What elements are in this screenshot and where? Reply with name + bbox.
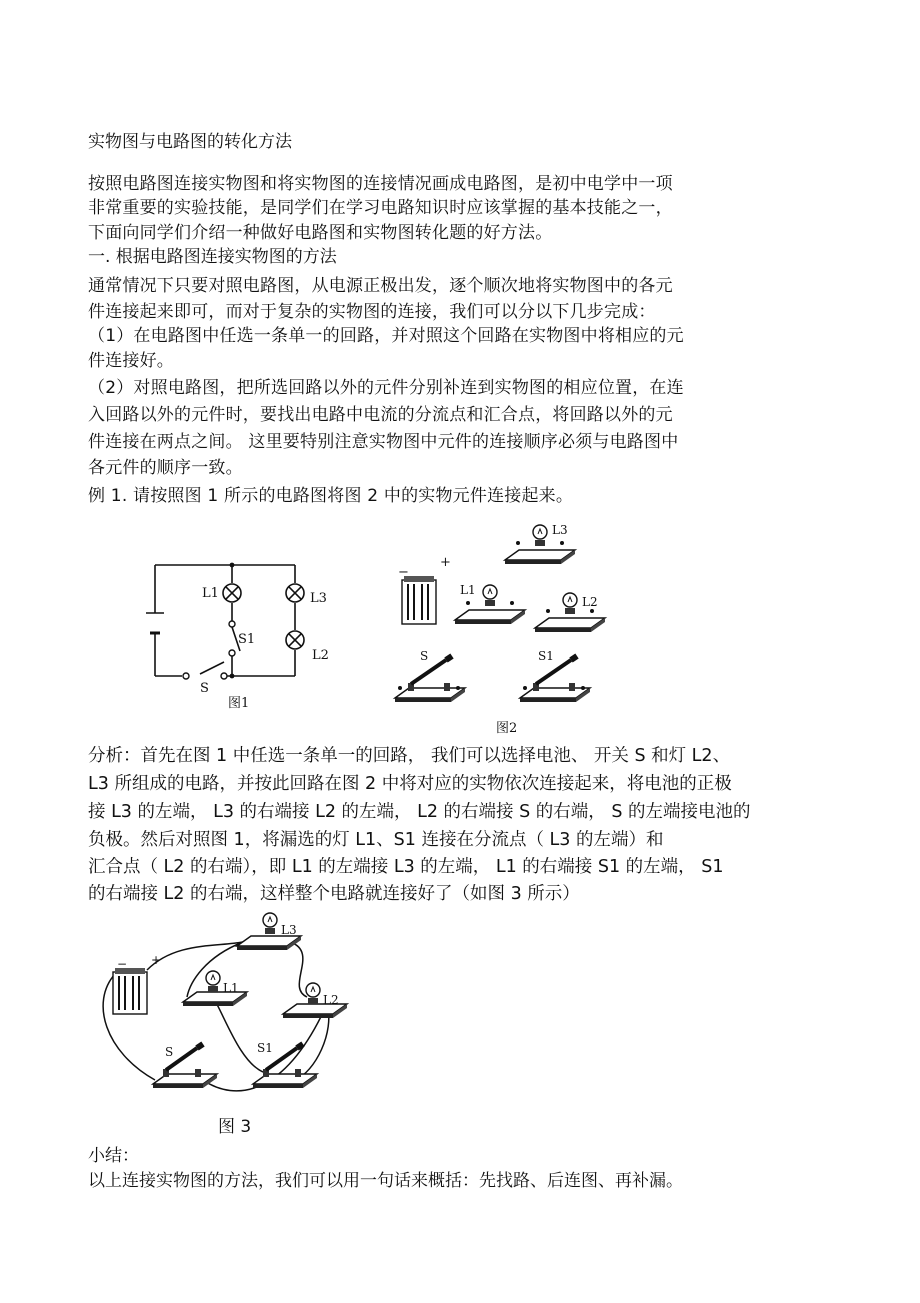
fig3-battery	[113, 968, 147, 1014]
intro-line-1: 按照电路图连接实物图和将实物图的连接情况画成电路图，是初中电学中一项	[88, 174, 673, 194]
analysis-line-1: 分析：首先在图 1 中任选一条单一的回路， 我们可以选择电池、 开关 S 和灯 L2、	[88, 746, 731, 766]
section-body-line-3: （1）在电路图中任选一条单一的回路，并对照这个回路在实物图中将相应的元	[88, 326, 684, 346]
fig3-caption: 图 3	[218, 1117, 252, 1137]
analysis-line-4: 负极。然后对照图 1，将漏选的灯 L1、S1 连接在分流点（ L3 的左端）和	[88, 830, 664, 850]
section-body-line-2: 件连接起来即可，而对于复杂的实物图的连接，我们可以分以下几步完成：	[88, 302, 656, 322]
fig1-caption: 图1	[228, 696, 250, 711]
lamp-l3-symbol	[286, 584, 304, 602]
fig1-label-l3: L3	[310, 591, 327, 606]
section-heading: 一. 根据电路图连接实物图的方法	[88, 247, 337, 267]
page-title: 实物图与电路图的转化方法	[88, 132, 292, 152]
fig3-label-l3: L3	[281, 923, 297, 937]
fig2-label-s: S	[420, 649, 429, 663]
section-body-line-5: （2）对照电路图，把所选回路以外的元件分别补连到实物图的相应位置，在连	[88, 378, 684, 398]
analysis-line-6: 的右端接 L2 的右端，这样整个电路就连接好了（如图 3 所示）	[88, 884, 580, 904]
fig3-label-l1: L1	[223, 981, 239, 995]
fig2-label-l2: L2	[582, 595, 598, 609]
analysis-line-5: 汇合点（ L2 的右端），即 L1 的左端接 L3 的左端， L1 的右端接 S1 的左端， S1	[88, 857, 724, 877]
figure-2-components	[390, 520, 620, 740]
summary-body: 以上连接实物图的方法，我们可以用一句话来概括：先找路、后连图、再补漏。	[88, 1171, 683, 1191]
section-body-line-4: 件连接好。	[88, 351, 174, 371]
example-1: 例 1. 请按照图 1 所示的电路图将图 2 中的实物元件连接起来。	[88, 486, 574, 506]
fig3-label-s1: S1	[257, 1041, 273, 1055]
summary-heading: 小结：	[88, 1146, 139, 1166]
fig3-label-s: S	[165, 1045, 174, 1059]
intro-line-3: 下面向同学们介绍一种做好电路图和实物图转化题的好方法。	[88, 223, 553, 243]
fig2-label-l3: L3	[552, 523, 568, 537]
lamp-l1-symbol	[223, 584, 241, 602]
fig3-battery-plus: +	[151, 953, 162, 967]
fig1-label-s: S	[200, 681, 209, 696]
analysis-line-2: L3 所组成的电路，并按此回路在图 2 中将对应的实物依次连接起来，将电池的正极	[88, 774, 732, 794]
fig2-battery-minus: −	[398, 565, 409, 580]
analysis-line-3: 接 L3 的左端， L3 的右端接 L2 的左端， L2 的右端接 S 的右端， S 的左端接电池的	[88, 802, 751, 822]
fig2-caption: 图2	[496, 721, 518, 736]
intro-line-2: 非常重要的实验技能，是同学们在学习电路知识时应该掌握的基本技能之一，	[88, 198, 673, 218]
section-body-line-6: 入回路以外的元件时，要找出电路中电流的分流点和汇合点，将回路以外的元	[88, 405, 673, 425]
section-body-line-7: 件连接在两点之间。 这里要特别注意实物图中元件的连接顺序必须与电路图中	[88, 432, 679, 452]
battery-component	[402, 576, 436, 624]
fig2-label-s1: S1	[538, 649, 554, 663]
fig1-label-l2: L2	[312, 648, 329, 663]
section-body-line-8: 各元件的顺序一致。	[88, 458, 243, 478]
fig1-label-s1: S1	[238, 632, 256, 647]
figure-3-connected-circuit	[95, 912, 365, 1102]
fig3-label-l2: L2	[323, 993, 339, 1007]
figure-1-circuit-diagram	[140, 555, 360, 715]
fig1-label-l1: L1	[202, 586, 219, 601]
fig2-label-l1: L1	[460, 583, 476, 597]
lamp-l2-symbol	[286, 631, 304, 649]
fig3-battery-minus: −	[117, 957, 128, 971]
section-body-line-1: 通常情况下只要对照电路图，从电源正极出发，逐个顺次地将实物图中的各元	[88, 276, 673, 296]
fig2-battery-plus: +	[440, 555, 451, 570]
